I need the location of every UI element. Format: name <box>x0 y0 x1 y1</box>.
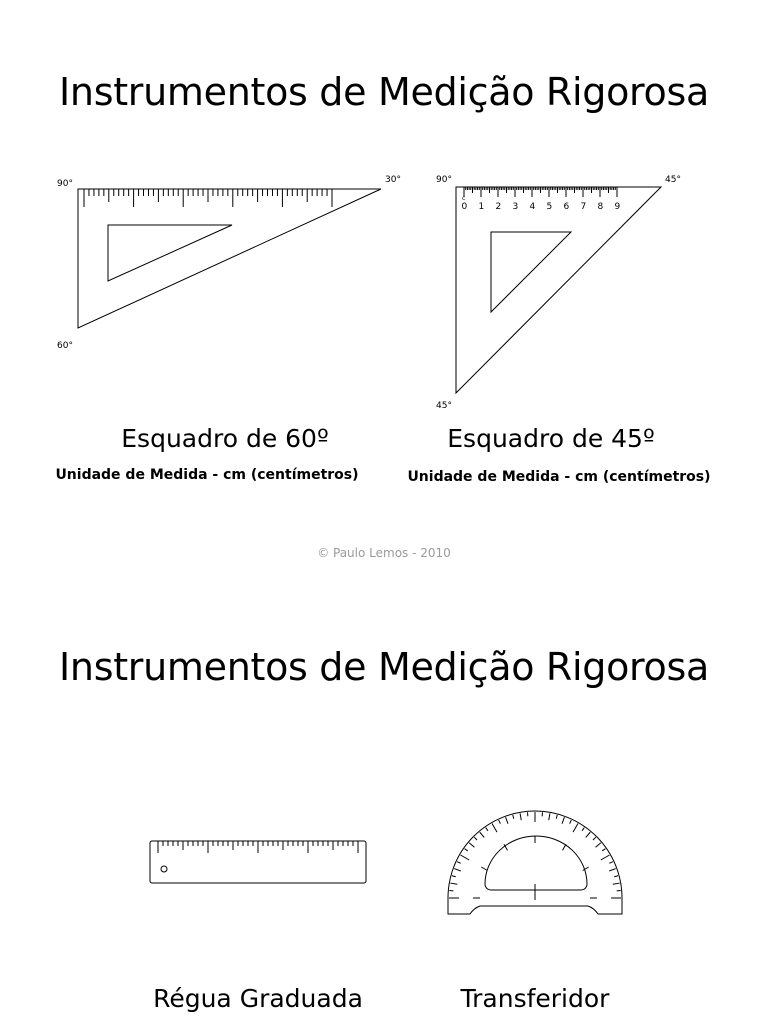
ruler-caption: Régua Graduada <box>153 984 363 1013</box>
set-square-45-scale-numbers <box>462 202 621 212</box>
set-square-45-caption: Esquadro de 45º <box>447 424 655 453</box>
set-square-45-angle-90: 90° <box>436 175 452 185</box>
set-square-45-inner-cutout <box>491 232 571 312</box>
set-square-60-angle-60: 60° <box>57 341 73 351</box>
set-square-60-caption: Esquadro de 60º <box>121 424 329 453</box>
set-square-60-unit: Unidade de Medida - cm (centímetros) <box>55 467 359 483</box>
ruler-scale <box>158 841 358 853</box>
protractor-tick <box>556 815 557 819</box>
set-square-60-scale <box>84 189 332 207</box>
protractor-tick <box>582 828 584 831</box>
protractor-caption: Transferidor <box>460 984 610 1013</box>
scale-number: 0 <box>461 202 468 212</box>
ruler-hole <box>161 866 167 872</box>
protractor-inner-tick <box>563 844 567 850</box>
scale-number: 5 <box>546 202 553 212</box>
set-square-45-angle-45-top: 45° <box>665 175 681 185</box>
scale-number: 3 <box>512 202 519 212</box>
scale-number: 6 <box>563 202 570 212</box>
set-square-60-angle-30: 30° <box>385 175 401 185</box>
copyright-notice: © Paulo Lemos - 2010 <box>317 546 451 560</box>
ruler-drawing <box>150 841 366 883</box>
set-square-45-scale-unit: c <box>462 195 466 202</box>
protractor-tick <box>450 883 457 884</box>
set-square-60-outline <box>78 189 381 328</box>
protractor-tick <box>474 837 477 840</box>
set-square-60-inner-cutout <box>108 225 232 281</box>
protractor-tick <box>609 869 616 871</box>
set-square-45-angle-45-bottom: 45° <box>436 401 452 411</box>
protractor-tick <box>454 869 461 871</box>
protractor-tick <box>609 862 613 864</box>
set-square-45-unit: Unidade de Medida - cm (centímetros) <box>407 469 711 485</box>
protractor-tick <box>457 862 461 864</box>
protractor-tick <box>461 855 470 860</box>
set-square-60-drawing <box>78 189 381 328</box>
set-square-45-scale <box>464 187 617 197</box>
scale-number: 1 <box>478 202 485 212</box>
protractor-tick <box>499 820 501 824</box>
protractor-tick <box>492 824 497 833</box>
protractor-tick <box>452 876 456 877</box>
protractor-inner-window <box>485 836 587 890</box>
set-square-45-outline <box>456 187 661 393</box>
protractor-tick <box>469 843 474 847</box>
protractor-tick <box>613 883 620 884</box>
scale-number: 7 <box>580 202 587 212</box>
protractor-tick <box>465 849 468 851</box>
protractor-tick <box>601 855 610 860</box>
scale-number: 2 <box>495 202 502 212</box>
scale-number: 4 <box>529 202 536 212</box>
protractor-tick <box>486 828 488 831</box>
protractor-tick <box>573 824 578 833</box>
protractor-tick <box>562 817 564 824</box>
protractor-tick <box>593 837 596 840</box>
protractor-tick <box>506 817 508 824</box>
protractor-tick <box>549 813 550 820</box>
set-square-60-angle-90: 90° <box>57 179 73 189</box>
scale-number: 9 <box>614 202 621 212</box>
scale-number: 8 <box>597 202 604 212</box>
protractor-tick <box>596 843 601 847</box>
protractor-tick <box>520 813 521 820</box>
protractor-tick <box>513 815 514 819</box>
protractor-inner-tick <box>481 867 487 871</box>
protractor-tick <box>614 876 618 877</box>
set-square-45-drawing <box>456 187 661 393</box>
protractor-tick <box>586 832 590 837</box>
protractor-drawing <box>448 811 622 914</box>
protractor-tick <box>570 820 572 824</box>
page-title: Instrumentos de Medição Rigorosa <box>59 70 709 114</box>
protractor-tick <box>602 849 605 851</box>
protractor-tick <box>480 832 484 837</box>
page-title-2: Instrumentos de Medição Rigorosa <box>59 645 709 689</box>
